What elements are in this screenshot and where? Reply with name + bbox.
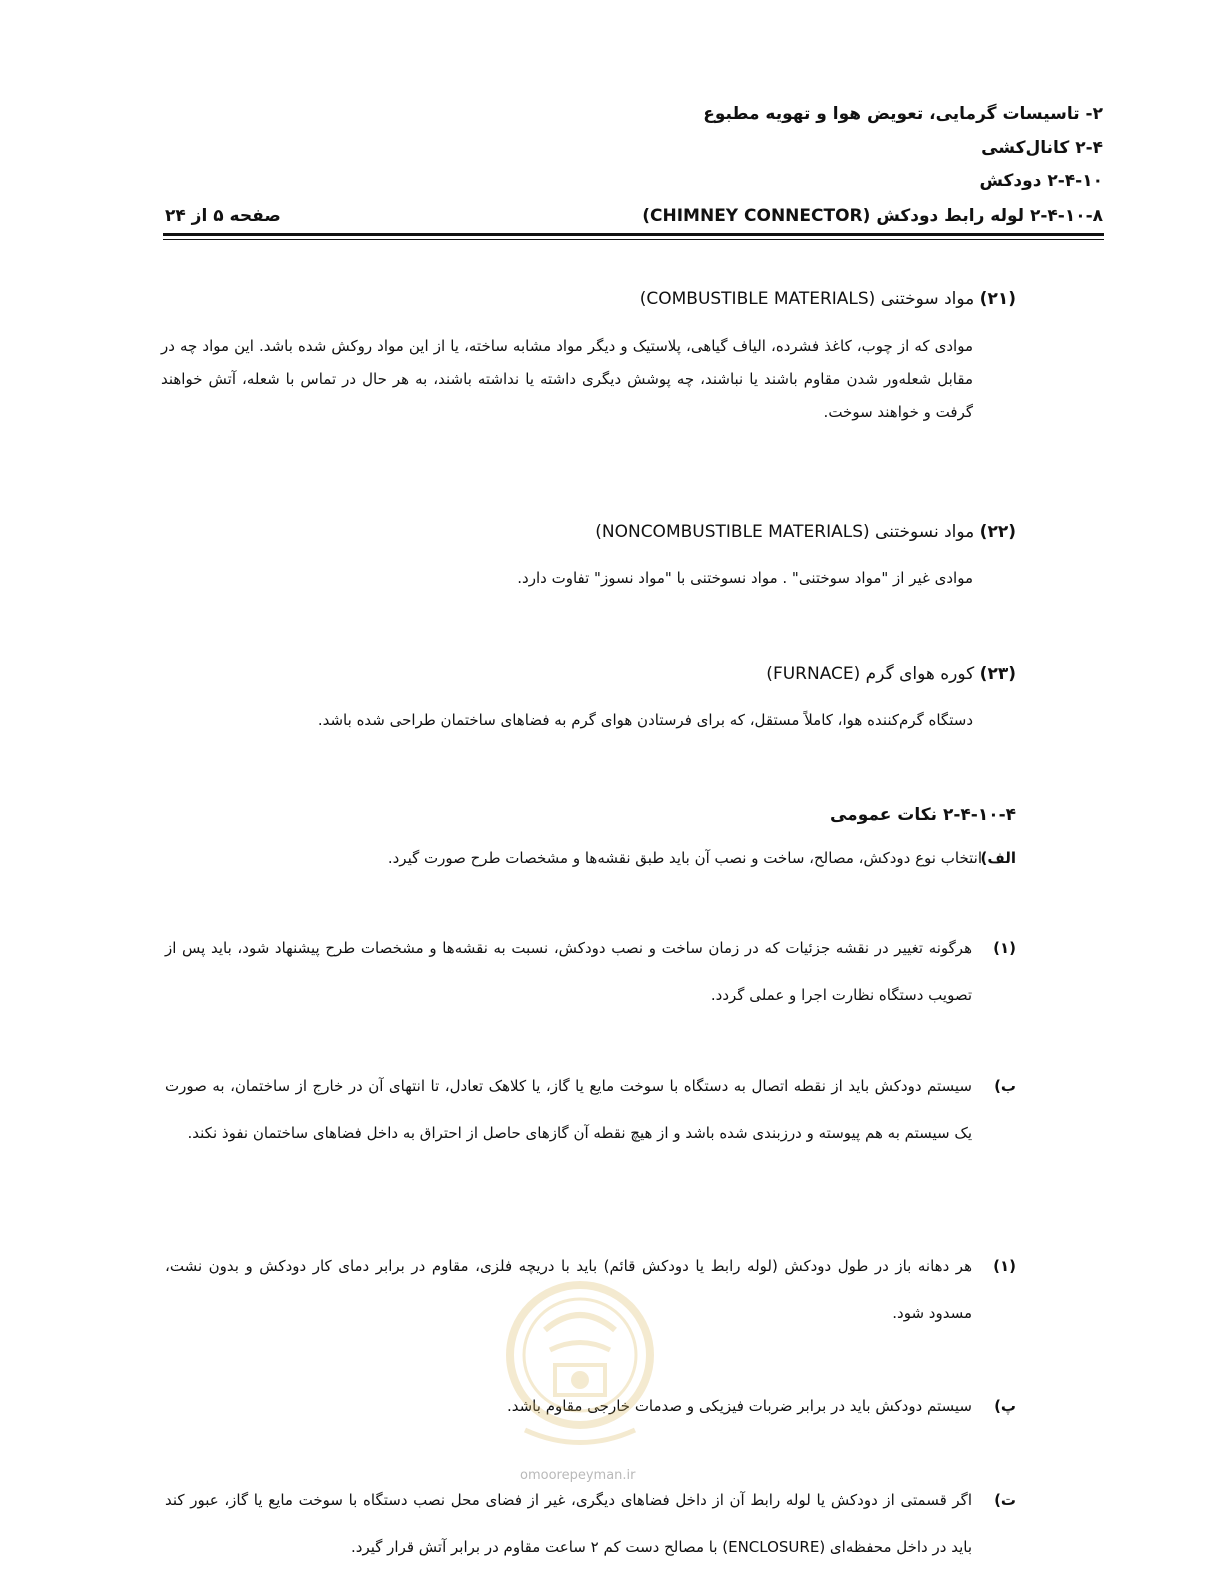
list-item-text: سیستم دودکش باید از نقطه اتصال به دستگاه با سوخت مایع یا گاز، یا کلاهک تعادل، تا انتهای آن در خارج از ساختمان، به صورت یک سیستم به هم پیوسته و درزبندی شده باشد و از هیچ نقطه آن گازهای حاصل از احتراق به داخل فضاهای ساختمان نفوذ نکند. [165, 1077, 972, 1142]
header-subsection-title: ۲-۴-۱۰ دودکش [979, 171, 1103, 191]
definition-text: موادی غیر از "مواد سوختنی" . مواد نسوختنی با "مواد نسوز" تفاوت دارد. [517, 569, 973, 587]
list-item-marker: الف) [980, 849, 1016, 867]
list-item [165, 835, 1016, 882]
section-title: ۲-۴-۱۰-۴ نکات عمومی [829, 805, 1016, 825]
list-item-text: هر دهانه باز در طول دودکش (لوله رابط یا دودکش قائم) باید با دریچه فلزی، مقاوم در برابر دمای کار دودکش و بدون نشت، مسدود شود. [165, 1257, 972, 1322]
definition-title: مواد سوختنی (COMBUSTIBLE MATERIALS) [639, 289, 975, 309]
header-rule-thick [163, 233, 1104, 236]
definition-number: (۲۱) [979, 289, 1016, 309]
definition-title: مواد نسوختنی (NONCOMBUSTIBLE MATERIALS) [595, 522, 975, 542]
list-item-marker: پ) [994, 1397, 1016, 1415]
list-item [165, 1063, 1016, 1157]
list-item [165, 1477, 1016, 1571]
list-item-text: سیستم دودکش باید در برابر ضربات فیزیکی و صدمات خارجی مقاوم باشد. [506, 1397, 972, 1415]
definition-number: (۲۲) [979, 522, 1016, 542]
definition-text: موادی که از چوب، کاغذ فشرده، الیاف گیاهی، پلاستیک و دیگر مواد مشابه ساخته، یا از این مواد روکش شده باشد. این مواد چه در مقابل شعله‌ور شدن مقاوم باشند یا نباشند، چه پوشش دیگری داشته یا نداشته باشند، به هر حال در تماس با شعله، آتش خواهند گرفت و خواهند سوخت. [161, 337, 973, 421]
header-chapter-title: ۲- تاسیسات گرمایی، تعویض هوا و تهویه مطبوع [703, 104, 1103, 124]
header-topic-title: ۲-۴-۱۰-۸ لوله رابط دودکش (CHIMNEY CONNECTOR) [642, 206, 1103, 226]
watermark-logo [505, 1260, 655, 1465]
list-item-text: اگر قسمتی از دودکش یا لوله رابط آن از داخل فضاهای دیگری، غیر از فضای محل نصب دستگاه با سوخت مایع یا گاز، عبور کند باید در داخل محفظه‌ای (ENCLOSURE) با مصالح دست کم ۲ ساعت مقاوم در برابر آتش قرار گیرد. [165, 1491, 972, 1556]
page-number: صفحه ۵ از ۲۴ [165, 206, 281, 226]
definition-term [766, 662, 1016, 686]
list-item-text: انتخاب نوع دودکش، مصالح، ساخت و نصب آن باید طبق نقشه‌ها و مشخصات طرح صورت گیرد. [387, 849, 982, 867]
watermark-text: omoorepeyman.ir [520, 1468, 636, 1483]
header-section-title: ۲-۴ کانال‌کشی [981, 138, 1103, 158]
definition-term [640, 287, 1016, 311]
list-item-marker: (۱) [993, 1257, 1016, 1275]
list-item-marker: (۱) [993, 939, 1016, 957]
list-item [165, 925, 1016, 1019]
definition-number: (۲۳) [979, 664, 1016, 684]
definition-title: کوره هوای گرم (FURNACE) [766, 664, 975, 684]
definition-text: دستگاه گرم‌کننده هوا، کاملاً مستقل، که برای فرستادن هوای گرم به فضاهای ساختمان طراحی شده باشد. [317, 711, 973, 729]
list-item-text: هرگونه تغییر در نقشه جزئیات که در زمان ساخت و نصب دودکش، نسبت به نقشه‌ها و مشخصات طرح پیشنهاد شود، باید پس از تصویب دستگاه نظارت اجرا و عملی گردد. [165, 939, 972, 1004]
list-item-marker: ت) [994, 1491, 1016, 1509]
definition-term [595, 520, 1016, 544]
header-rule-thin [163, 239, 1104, 240]
list-item-marker: ب) [994, 1077, 1016, 1095]
